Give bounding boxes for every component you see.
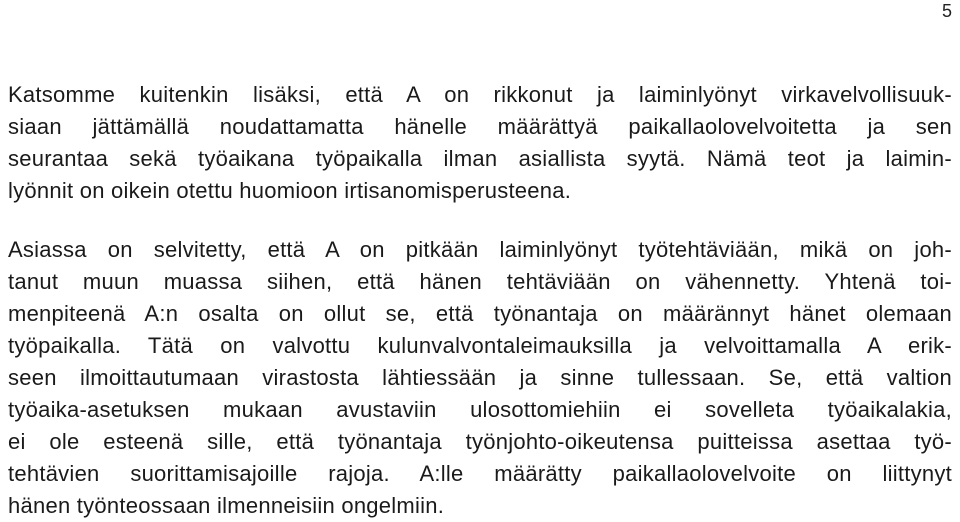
- text-line: seen ilmoittautumaan virastosta lähtiessään ja sinne tullessaan. Se, että valtion: [8, 365, 952, 390]
- text-line: menpiteenä A:n osalta on ollut se, että työnantaja on määrännyt hänet olemaan: [8, 301, 952, 326]
- text-line: työaika-asetuksen mukaan avustaviin ulosottomiehiin ei sovelleta työaikalakia,: [8, 397, 952, 422]
- text-line: tehtävien suorittamisajoille rajoja. A:lle määrätty paikallaolovelvoite on liittynyt: [8, 461, 952, 486]
- text-line: ei ole esteenä sille, että työnantaja työnjohto-oikeutensa puitteissa asettaa työ-: [8, 429, 952, 454]
- page-number: 5: [941, 1, 952, 21]
- text-line: lyönnit on oikein otettu huomioon irtisanomisperusteena.: [8, 178, 572, 203]
- text-line: siaan jättämällä noudattamatta hänelle määrättyä paikallaolovelvoitetta ja sen: [8, 114, 952, 139]
- text-line: Katsomme kuitenkin lisäksi, että A on rikkonut ja laiminlyönyt virkavelvollisuuk-: [8, 82, 952, 107]
- paragraph-2: [8, 234, 952, 522]
- paragraph-1: [8, 79, 952, 207]
- text-line: hänen työnteossaan ilmenneisiin ongelmiin.: [8, 493, 445, 518]
- text-line: Asiassa on selvitetty, että A on pitkään laiminlyönyt työtehtäviään, mikä on joh-: [8, 237, 952, 262]
- text-line: seurantaa sekä työaikana työpaikalla ilman asiallista syytä. Nämä teot ja laimin-: [8, 146, 952, 171]
- text-line: tanut muun muassa siihen, että hänen tehtäviään on vähennetty. Yhtenä toi-: [8, 269, 952, 294]
- text-line: työpaikalla. Tätä on valvottu kulunvalvontaleimauksilla ja velvoittamalla A erik-: [8, 333, 952, 358]
